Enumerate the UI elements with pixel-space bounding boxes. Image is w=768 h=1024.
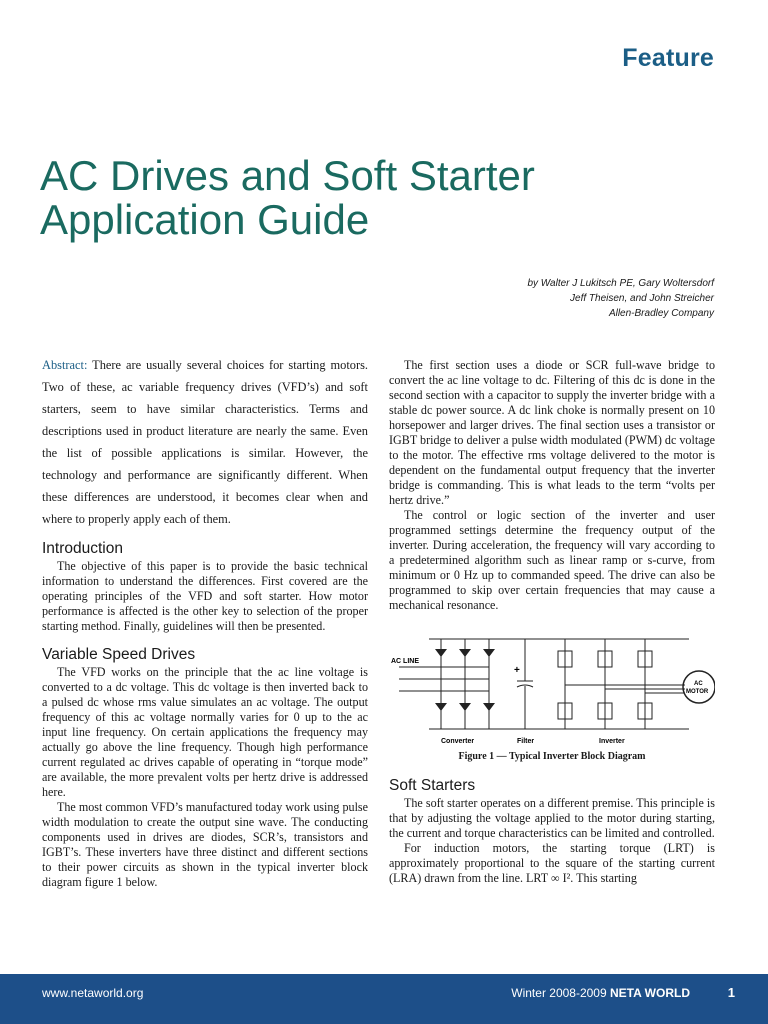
soft-starters-heading: Soft Starters <box>389 777 476 794</box>
abstract <box>42 354 368 530</box>
diagram-wiring <box>399 639 715 729</box>
footer-url[interactable]: www.netaworld.org <box>42 986 144 1000</box>
byline <box>527 276 714 321</box>
footer-issue <box>511 986 690 1000</box>
title-line-1: AC Drives and Soft Starter <box>40 152 535 199</box>
ac-line-label: AC LINE <box>391 658 419 665</box>
title-line-2: Application Guide <box>40 196 370 243</box>
soft-starters-paragraph-1: The soft starter operates on a different premise. This principle is that by adjusting the voltage applied to the motor during starting, the current and torque characteristics can be limited and controlled. <box>389 796 715 840</box>
section-label: Feature <box>622 44 714 72</box>
soft-starters-paragraph-2: For induction motors, the starting torque (LRT) is approximately proportional to the square of the starting current (LRA) drawn from the line. LRT ∞ I². This starting <box>389 841 715 885</box>
plus-sign: + <box>514 665 520 676</box>
footer-brand: NETA WORLD <box>610 986 690 1000</box>
byline-line-3: Allen-Bradley Company <box>608 308 714 319</box>
introduction-paragraph: The objective of this paper is to provide the basic technical information to understand the differences. First covered are the operating principles of the VFD and soft starter. How motor performance is affected is the other key to selection of the proper starting method. Finally, guidelines will then be presented. <box>42 559 368 633</box>
filter-label: Filter <box>517 738 535 745</box>
right-paragraph-2: The control or logic section of the inverter and user programmed settings determine the frequency output of the inverter. During acceleration, the frequency will vary according to a predetermined algorithm such as linear ramp or s-curve, from minimum or 0 Hz up to commanded speed. The drive can also be programmed to skip over certain frequencies that may cause a mechanical resonance. <box>389 508 715 612</box>
abstract-label: Abstract: <box>42 358 88 372</box>
vsd-heading: Variable Speed Drives <box>42 646 196 663</box>
byline-line-2: Jeff Theisen, and John Streicher <box>570 293 714 304</box>
abstract-text: There are usually several choices for starting motors. Two of these, ac variable frequency drives (VFD’s) and soft starters, seem to have similar characteristics. Terms and descriptions used in product literature are nearly the same. Even the list of possible applications is similar. However, the technology and performance are significantly different. When these differences are understood, it becomes clear when and where to properly apply each of them. <box>42 358 369 526</box>
page-number: 1 <box>727 985 735 1000</box>
vsd-paragraph-1: The VFD works on the principle that the ac line voltage is converted to a dc voltage. This dc voltage is then inverted back to a pulsed dc whose rms value simulates an ac voltage. The output frequency of this ac voltage normally varies for 0 up to the ac input line frequency. On certain applications the frequency may actually go above the line frequency. Though high performance current regulated ac drives capable of operating in “torque mode” are available, the more prevalent volts per hertz drive is addressed here. <box>42 665 368 799</box>
motor-label-2: MOTOR <box>686 689 709 695</box>
inverter-diagram-svg <box>389 629 715 749</box>
inverter-label: Inverter <box>599 738 625 745</box>
motor-label-1: AC <box>694 681 703 687</box>
byline-line-1: by Walter J Lukitsch PE, Gary Woltersdorf <box>527 278 714 289</box>
footer-bar <box>0 974 768 1024</box>
introduction-heading: Introduction <box>42 540 123 557</box>
vsd-paragraph-2: The most common VFD’s manufactured today work using pulse width modulation to create the output sine wave. The conducting components used in drives are diodes, SCR’s, transistors and IGBT’s. These inverters have three distinct and different sections to their power circuits as shown in the typical inverter block diagram figure 1 below. <box>42 800 368 889</box>
figure-caption: Figure 1 — Typical Inverter Block Diagram <box>458 751 646 762</box>
inverter-block-diagram <box>389 629 715 749</box>
converter-label: Converter <box>441 738 475 745</box>
left-column <box>42 354 368 890</box>
article-title <box>40 154 560 242</box>
right-paragraph-1: The first section uses a diode or SCR full-wave bridge to convert the ac line voltage to dc. Filtering of this dc is done in the second section with a capacitor to supply the inverter bridge with a stable dc power source. A dc link choke is normally present on 10 horsepower and larger drives. The final section uses a transistor or IGBT bridge to deliver a pulse width modulated (PWM) dc voltage to the motor. The effective rms voltage delivered to the motor is dependent on the fundamental output frequency that the inverter bridge is commanding. This is what leads to the term “volts per hertz drive.” <box>389 358 715 507</box>
diagram-labels <box>391 658 709 745</box>
right-column <box>389 358 715 886</box>
footer-issue-date: Winter 2008-2009 <box>511 986 607 1000</box>
